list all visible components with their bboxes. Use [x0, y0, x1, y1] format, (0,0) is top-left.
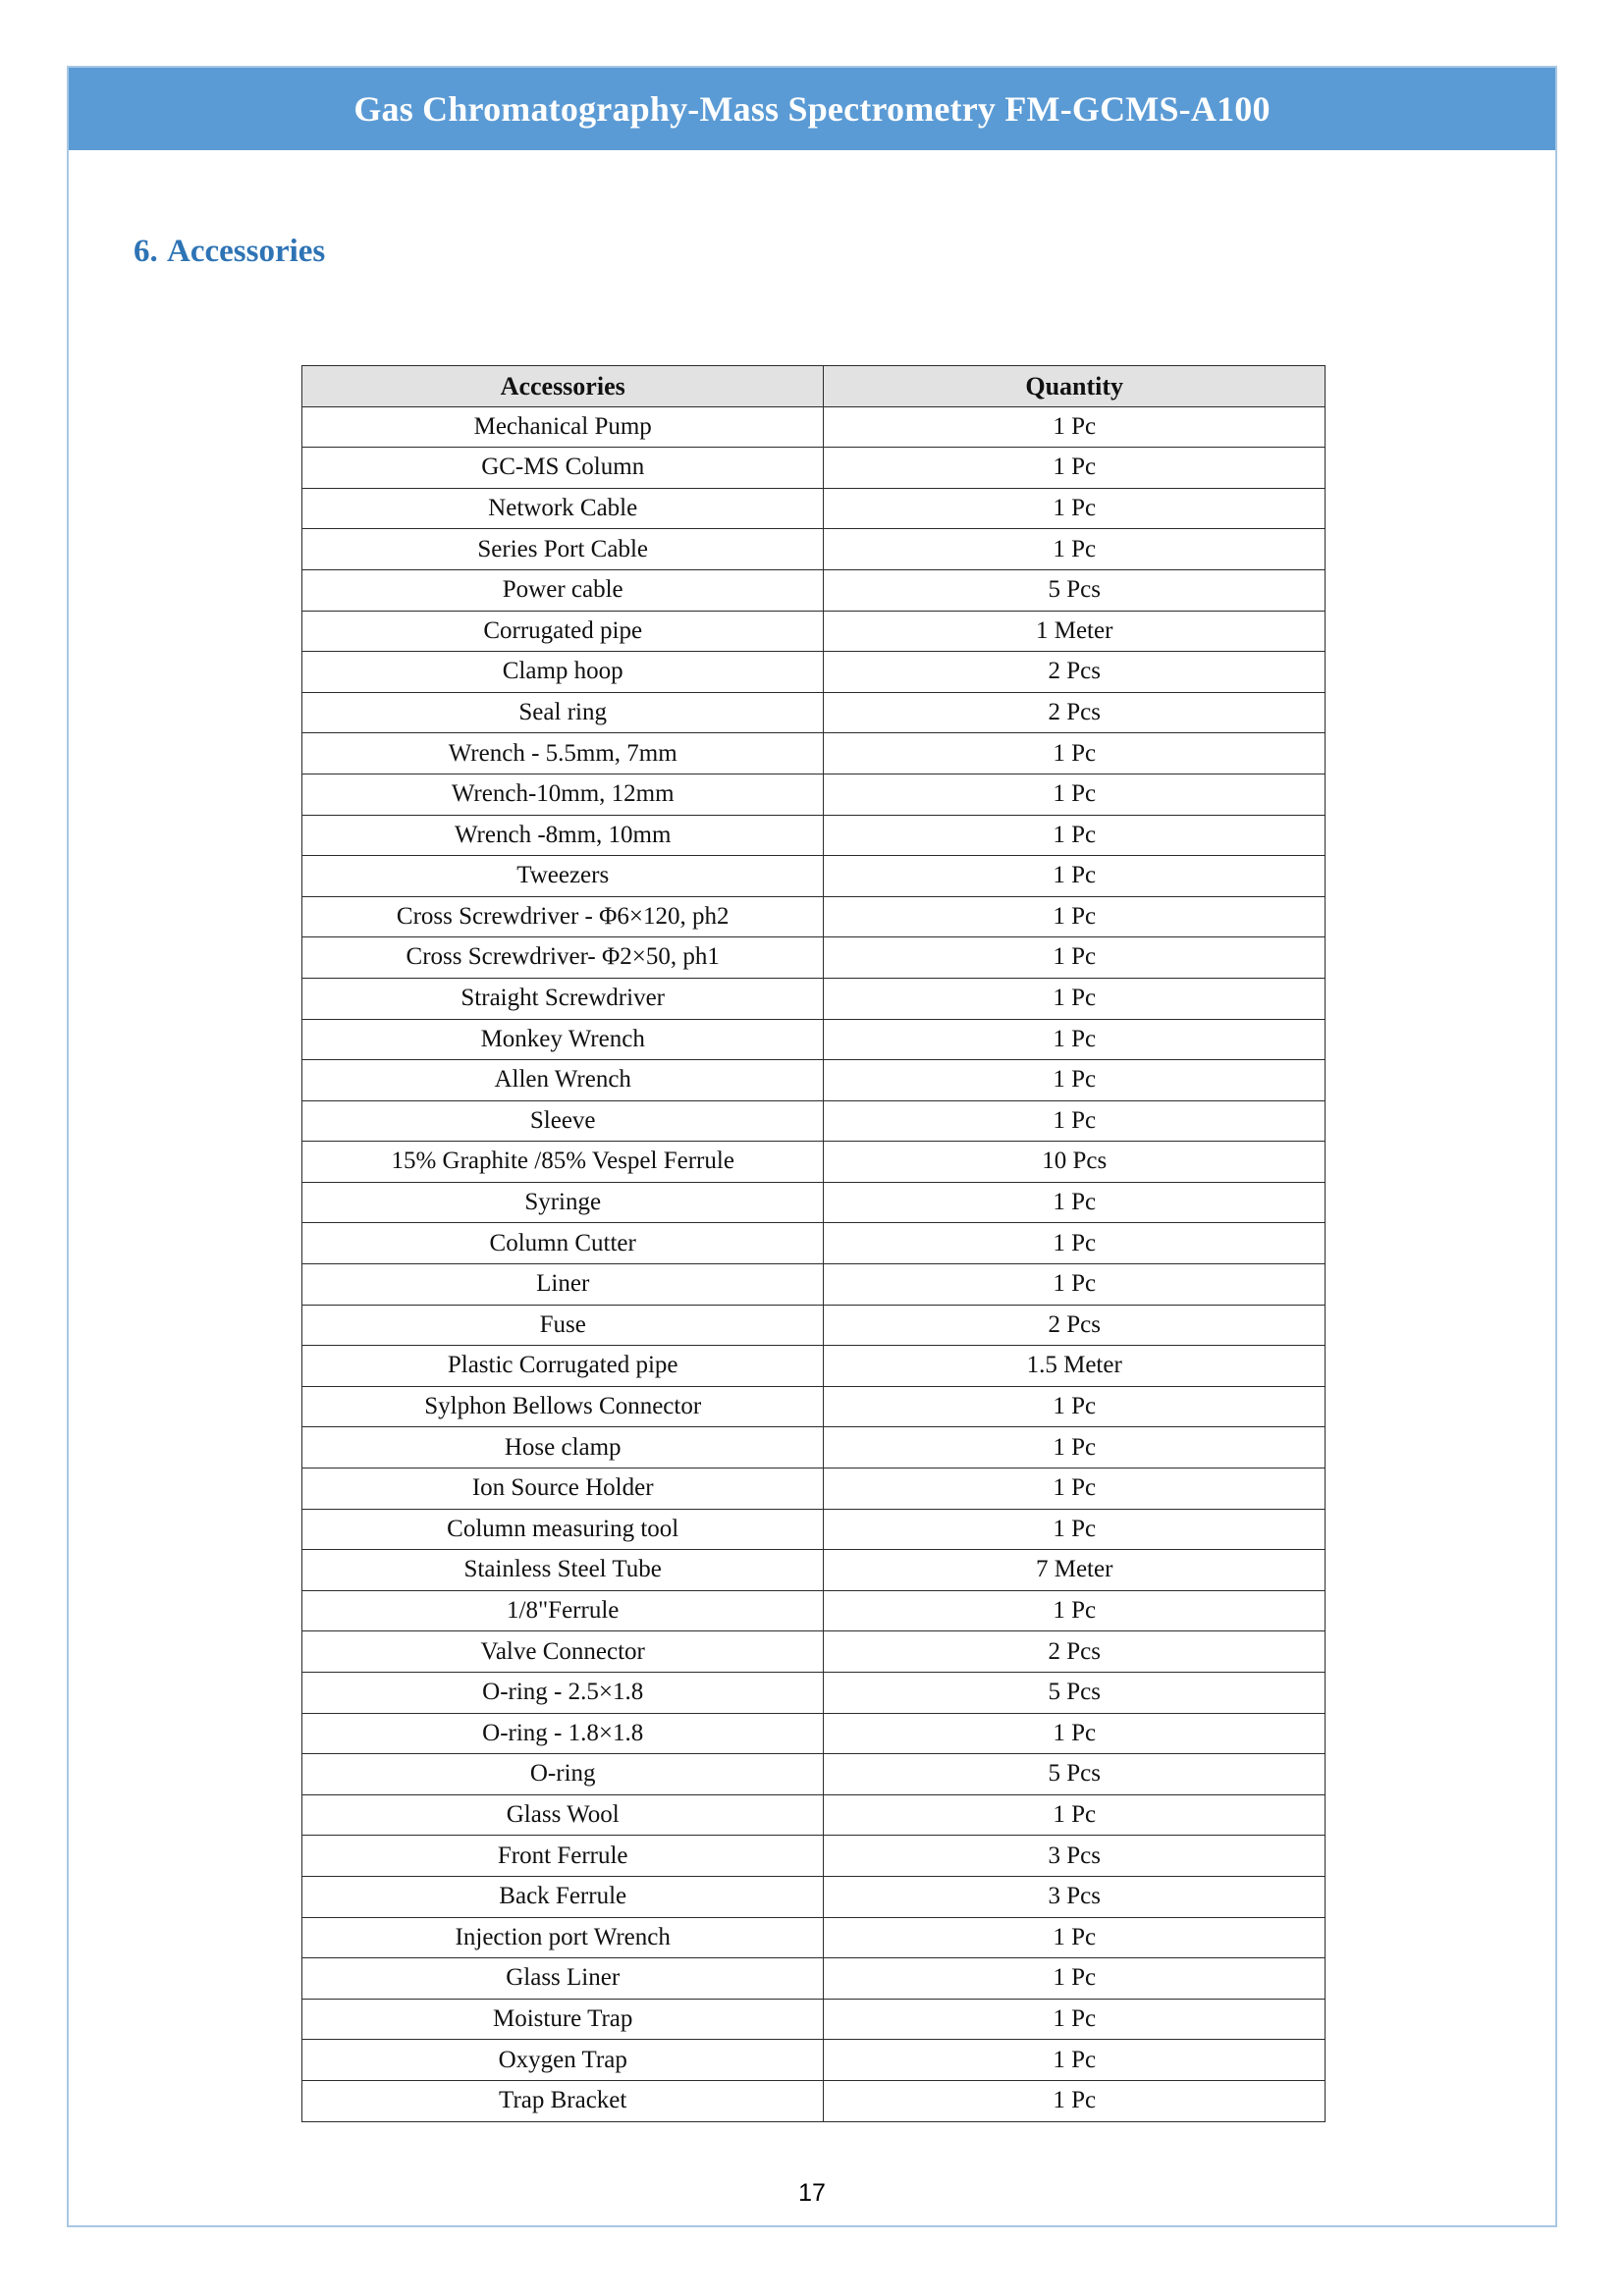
cell-quantity: 5 Pcs — [824, 1673, 1326, 1714]
cell-quantity: 1 Pc — [824, 1958, 1326, 2000]
cell-quantity: 1.5 Meter — [824, 1346, 1326, 1387]
table-head — [302, 366, 1326, 407]
cell-accessory: Power cable — [302, 569, 824, 611]
document-header-banner — [69, 68, 1555, 150]
cell-accessory: Oxygen Trap — [302, 2040, 824, 2081]
cell-quantity: 1 Pc — [824, 488, 1326, 529]
table-row — [302, 815, 1326, 856]
cell-accessory: Injection port Wrench — [302, 1917, 824, 1958]
cell-quantity: 1 Meter — [824, 611, 1326, 652]
cell-accessory: Sleeve — [302, 1100, 824, 1142]
cell-accessory: Network Cable — [302, 488, 824, 529]
accessories-table — [301, 365, 1326, 2122]
table-row — [302, 856, 1326, 897]
table-row — [302, 1836, 1326, 1877]
table-row — [302, 1713, 1326, 1754]
cell-accessory: Corrugated pipe — [302, 611, 824, 652]
cell-accessory: Monkey Wrench — [302, 1019, 824, 1060]
cell-quantity: 1 Pc — [824, 1100, 1326, 1142]
cell-quantity: 1 Pc — [824, 856, 1326, 897]
cell-quantity: 1 Pc — [824, 1264, 1326, 1306]
cell-quantity: 1 Pc — [824, 815, 1326, 856]
cell-quantity: 2 Pcs — [824, 1305, 1326, 1346]
cell-quantity: 5 Pcs — [824, 569, 1326, 611]
table-row — [302, 1019, 1326, 1060]
cell-quantity: 1 Pc — [824, 1590, 1326, 1631]
cell-quantity: 1 Pc — [824, 1794, 1326, 1836]
table-row — [302, 611, 1326, 652]
cell-accessory: Cross Screwdriver- Φ2×50, ph1 — [302, 937, 824, 979]
cell-accessory: Ion Source Holder — [302, 1468, 824, 1510]
cell-accessory: O-ring - 1.8×1.8 — [302, 1713, 824, 1754]
table-row — [302, 1182, 1326, 1223]
table-row — [302, 1550, 1326, 1591]
cell-accessory: Mechanical Pump — [302, 406, 824, 448]
cell-quantity: 1 Pc — [824, 1386, 1326, 1427]
table-row — [302, 1223, 1326, 1264]
table-row — [302, 652, 1326, 693]
table-row — [302, 1142, 1326, 1183]
table-row — [302, 1590, 1326, 1631]
table-row — [302, 1958, 1326, 2000]
cell-quantity: 1 Pc — [824, 1509, 1326, 1550]
cell-accessory: Clamp hoop — [302, 652, 824, 693]
cell-quantity: 1 Pc — [824, 978, 1326, 1019]
cell-quantity: 1 Pc — [824, 2040, 1326, 2081]
table-row — [302, 569, 1326, 611]
page-number: 17 — [798, 2179, 826, 2207]
cell-accessory: Moisture Trap — [302, 1999, 824, 2040]
cell-quantity: 1 Pc — [824, 774, 1326, 815]
cell-quantity: 1 Pc — [824, 896, 1326, 937]
column-header-accessories: Accessories — [302, 366, 824, 407]
section-heading — [134, 234, 325, 270]
table-row — [302, 1509, 1326, 1550]
cell-accessory: Plastic Corrugated pipe — [302, 1346, 824, 1387]
cell-accessory: Wrench - 5.5mm, 7mm — [302, 733, 824, 774]
cell-accessory: Hose clamp — [302, 1427, 824, 1468]
cell-accessory: Stainless Steel Tube — [302, 1550, 824, 1591]
cell-accessory: 15% Graphite /85% Vespel Ferrule — [302, 1142, 824, 1183]
table-row — [302, 488, 1326, 529]
table-row — [302, 1264, 1326, 1306]
cell-quantity: 1 Pc — [824, 1427, 1326, 1468]
cell-accessory: Wrench -8mm, 10mm — [302, 815, 824, 856]
cell-accessory: O-ring — [302, 1754, 824, 1795]
table-row — [302, 937, 1326, 979]
cell-quantity: 10 Pcs — [824, 1142, 1326, 1183]
cell-quantity: 1 Pc — [824, 406, 1326, 448]
cell-quantity: 5 Pcs — [824, 1754, 1326, 1795]
cell-quantity: 2 Pcs — [824, 652, 1326, 693]
column-header-quantity: Quantity — [824, 366, 1326, 407]
cell-accessory: Glass Wool — [302, 1794, 824, 1836]
table-row — [302, 1999, 1326, 2040]
table-row — [302, 406, 1326, 448]
cell-quantity: 1 Pc — [824, 1999, 1326, 2040]
table-row — [302, 1100, 1326, 1142]
cell-accessory: Column Cutter — [302, 1223, 824, 1264]
cell-accessory: Sylphon Bellows Connector — [302, 1386, 824, 1427]
cell-accessory: Cross Screwdriver - Φ6×120, ph2 — [302, 896, 824, 937]
table-row — [302, 1794, 1326, 1836]
cell-accessory: Valve Connector — [302, 1631, 824, 1673]
cell-accessory: Straight Screwdriver — [302, 978, 824, 1019]
cell-accessory: Back Ferrule — [302, 1876, 824, 1917]
cell-quantity: 1 Pc — [824, 529, 1326, 570]
table-row — [302, 448, 1326, 489]
cell-accessory: GC-MS Column — [302, 448, 824, 489]
cell-quantity: 1 Pc — [824, 937, 1326, 979]
table-row — [302, 978, 1326, 1019]
table-header-row — [302, 366, 1326, 407]
cell-accessory: Tweezers — [302, 856, 824, 897]
table-row — [302, 2080, 1326, 2121]
cell-quantity: 2 Pcs — [824, 1631, 1326, 1673]
cell-quantity: 2 Pcs — [824, 692, 1326, 733]
document-title: Gas Chromatography-Mass Spectrometry FM-GCMS-A100 — [353, 89, 1271, 129]
cell-accessory: O-ring - 2.5×1.8 — [302, 1673, 824, 1714]
cell-accessory: Seal ring — [302, 692, 824, 733]
table-row — [302, 1631, 1326, 1673]
table-body — [302, 406, 1326, 2121]
table-row — [302, 1346, 1326, 1387]
cell-quantity: 1 Pc — [824, 1713, 1326, 1754]
table-row — [302, 1468, 1326, 1510]
cell-quantity: 1 Pc — [824, 1060, 1326, 1101]
cell-accessory: Allen Wrench — [302, 1060, 824, 1101]
table-row — [302, 1427, 1326, 1468]
cell-accessory: Glass Liner — [302, 1958, 824, 2000]
cell-accessory: Syringe — [302, 1182, 824, 1223]
cell-quantity: 1 Pc — [824, 2080, 1326, 2121]
cell-accessory: Fuse — [302, 1305, 824, 1346]
cell-quantity: 1 Pc — [824, 1917, 1326, 1958]
cell-accessory: Liner — [302, 1264, 824, 1306]
document-page — [67, 66, 1557, 2227]
cell-quantity: 1 Pc — [824, 448, 1326, 489]
table-row — [302, 529, 1326, 570]
cell-quantity: 3 Pcs — [824, 1876, 1326, 1917]
cell-accessory: Trap Bracket — [302, 2080, 824, 2121]
table-row — [302, 896, 1326, 937]
table-row — [302, 733, 1326, 774]
accessories-table-container — [301, 365, 1326, 2122]
cell-quantity: 1 Pc — [824, 733, 1326, 774]
table-row — [302, 1305, 1326, 1346]
cell-quantity: 1 Pc — [824, 1182, 1326, 1223]
cell-quantity: 1 Pc — [824, 1468, 1326, 1510]
cell-quantity: 3 Pcs — [824, 1836, 1326, 1877]
table-row — [302, 2040, 1326, 2081]
cell-accessory: Series Port Cable — [302, 529, 824, 570]
cell-quantity: 1 Pc — [824, 1223, 1326, 1264]
page-content — [69, 150, 1555, 2225]
cell-accessory: Front Ferrule — [302, 1836, 824, 1877]
cell-accessory: Wrench-10mm, 12mm — [302, 774, 824, 815]
cell-accessory: Column measuring tool — [302, 1509, 824, 1550]
cell-quantity: 1 Pc — [824, 1019, 1326, 1060]
table-row — [302, 1386, 1326, 1427]
table-row — [302, 774, 1326, 815]
table-row — [302, 1917, 1326, 1958]
table-row — [302, 1060, 1326, 1101]
cell-quantity: 7 Meter — [824, 1550, 1326, 1591]
table-row — [302, 1754, 1326, 1795]
section-title: Accessories — [167, 234, 326, 269]
table-row — [302, 692, 1326, 733]
section-number: 6. — [134, 234, 158, 269]
table-row — [302, 1673, 1326, 1714]
table-row — [302, 1876, 1326, 1917]
cell-accessory: 1/8"Ferrule — [302, 1590, 824, 1631]
